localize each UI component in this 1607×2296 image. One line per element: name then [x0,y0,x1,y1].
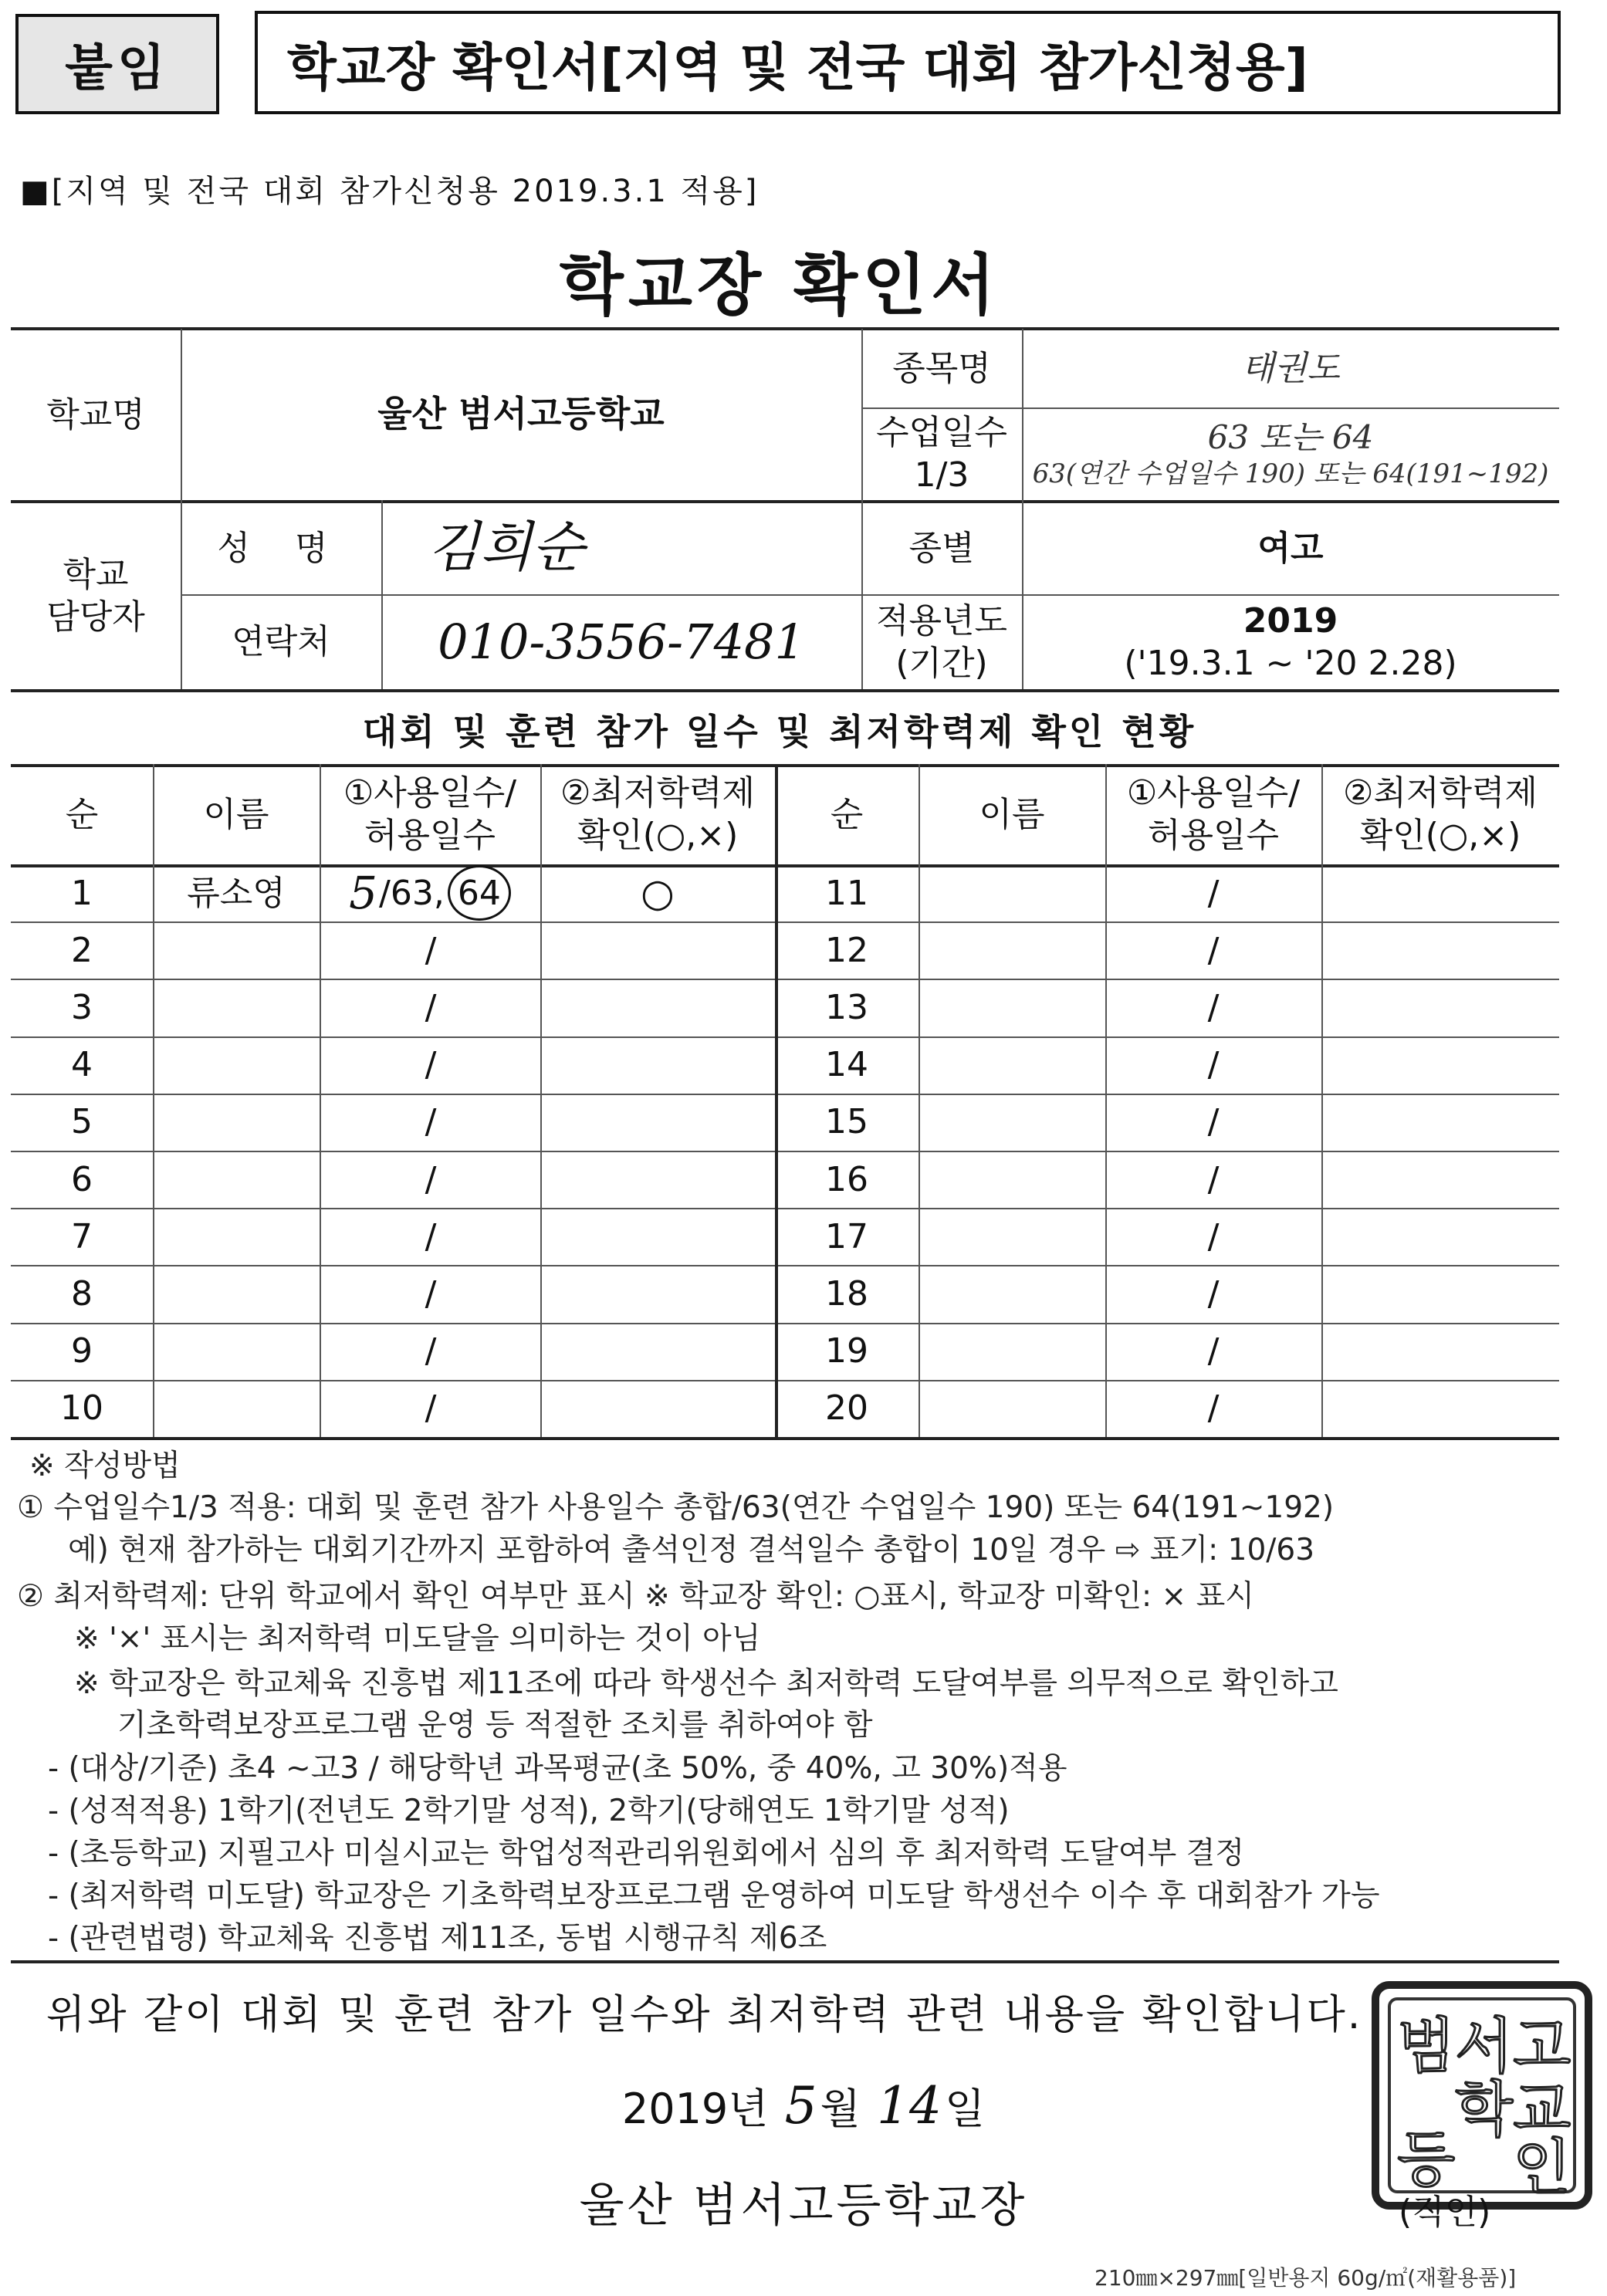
row-number: 15 [825,1102,868,1142]
row-number: 8 [71,1273,93,1314]
row-days: / [1207,1388,1220,1429]
table-row-border [11,979,1559,980]
allowed-days: / [425,987,437,1027]
row-check [1321,979,1559,1036]
header-min-right [1321,764,1559,864]
table-header-border [11,864,1559,867]
attachment-tag [15,14,219,114]
header-days-line1: ①사용일수/ [1126,773,1301,813]
table-row-border [11,1036,1559,1038]
manager-label-line2: 담당자 [46,597,145,637]
year-label-line1: 적용년도 [875,600,1007,641]
row-number: 13 [825,987,868,1027]
footer-paper-spec: 210㎜×297㎜[일반용지 60g/㎡(재활용품)] [1094,2265,1517,2291]
row-number: 17 [825,1216,868,1256]
row-days [320,1323,540,1380]
svg-text:범: 범 [1397,2012,1456,2081]
table-column-border [320,764,321,1437]
row-name [919,921,1105,979]
note-line: 기초학력보장프로그램 운영 등 적절한 조치를 취하여야 함 [117,1708,873,1743]
row-number: 2 [71,930,93,970]
row-number: 11 [825,873,868,913]
sport-value: 태권도 [1241,348,1340,388]
row-check [1321,1323,1559,1380]
svg-text:고: 고 [1513,2012,1571,2081]
row-name [919,1208,1105,1265]
row-name [153,1094,320,1151]
header-name-left: 이름 [203,794,269,834]
row-check [540,1094,775,1151]
row-check [1321,1265,1559,1322]
row-check [1321,1380,1559,1437]
note-line: - (최저학력 미도달) 학교장은 기초학력보장프로그램 운영하여 미도달 학생선수 이수 후 대회참가 가능 [48,1878,1380,1913]
row-check [540,1323,775,1380]
header-min-left [540,764,775,864]
manager-label [11,502,181,689]
row-days [320,1208,540,1265]
header-title-box [255,11,1561,114]
header-days-left [320,764,540,864]
name-label: 성 명 [217,528,345,568]
row-days [320,1094,540,1151]
class-days-label [861,407,1022,500]
row-days [320,921,540,979]
type-label: 종별 [908,528,975,568]
row-name [919,1094,1105,1151]
date-day: 14 [876,2076,942,2135]
allowed-days: / [425,930,437,970]
row-number: 20 [825,1388,868,1429]
svg-text:등: 등 [1397,2125,1456,2195]
header-days-right [1105,764,1321,864]
seal-graphic [1366,1976,1598,2215]
date-month: 5 [784,2076,817,2135]
row-name [919,1036,1105,1094]
year-value [1022,594,1559,689]
row-check [540,1208,775,1265]
table-row-border [11,1265,1559,1266]
row-number: 1 [71,873,93,913]
type-value: 여고 [1257,528,1324,568]
date-month-unit: 월 [820,2085,861,2133]
row-name [919,1265,1105,1322]
svg-text:교: 교 [1513,2075,1571,2145]
row-number: 10 [60,1388,103,1429]
row-check [540,979,775,1036]
attachment-tag-label: 붙임 [65,40,170,97]
row-check [540,1036,775,1094]
year-label-line2: (기간) [895,643,988,683]
sport-label: 종목명 [892,348,991,388]
table-row-border [11,921,1559,923]
header-title: 학교장 확인서[지역 및 전국 대회 참가신청용] [287,37,1308,97]
table-column-border [775,764,778,1437]
row-name [919,864,1105,921]
row-name [153,1380,320,1437]
row-check [1321,1151,1559,1208]
row-check [1321,1094,1559,1151]
date-year: 2019년 [621,2085,769,2133]
row-number: 9 [71,1331,93,1371]
note-line: ② 최저학력제: 단위 학교에서 확인 여부만 표시 ※ 학교장 확인: ○표시, 학교장 미확인: × 표시 [17,1579,1254,1614]
row-number: 19 [825,1331,868,1371]
allowed-days: / [425,1045,437,1085]
school-label: 학교명 [46,394,145,435]
row-check [1321,1036,1559,1094]
allowed-days: / [425,1388,437,1429]
class-days-value-main: 63 또는 64 [1207,418,1374,456]
note-line: ① 수업일수1/3 적용: 대회 및 훈련 참가 사용일수 총합/63(연간 수업일수 190) 또는 64(191~192) [17,1490,1335,1525]
row-days: / [1207,1216,1220,1256]
school-name: 울산 범서고등학교 [377,393,665,435]
school-seal [1366,1976,1598,2215]
header-no-left: 순 [65,794,99,834]
header-min-line1: ②최저학력제 [560,773,755,813]
table-column-border [1105,764,1107,1437]
header-no-right: 순 [830,794,864,834]
row-number: 16 [825,1159,868,1199]
table-row-border [11,1380,1559,1381]
row-days [320,1036,540,1094]
seal-label: (직인) [1399,2193,1491,2232]
row-name [919,1380,1105,1437]
row-name [153,1036,320,1094]
year-label [861,594,1022,689]
allowed-days: / [425,1216,437,1256]
row-days [320,1380,540,1437]
row-name [153,1208,320,1265]
info-bottom-border [11,689,1559,692]
row-days: / [1207,987,1220,1027]
row-number: 4 [71,1045,93,1085]
note-line: ※ '×' 표시는 최저학력 미도달을 의미하는 것이 아님 [74,1621,761,1656]
table-row-border [11,1208,1559,1209]
row-number: 14 [825,1045,868,1085]
svg-text:학: 학 [1455,2075,1514,2145]
note-line: - (성적적용) 1학기(전년도 2학기말 성적), 2학기(당해연도 1학기말 성적) [48,1794,1010,1828]
allowed-days: / [425,1159,437,1199]
row-name [153,1151,320,1208]
allowed-days: / [425,1102,437,1142]
header-min-line2: 확인(○,×) [577,816,739,855]
form-note: ■[지역 및 전국 대회 참가신청용 2019.3.1 적용] [20,174,760,209]
row-check [1321,921,1559,979]
class-days-value [1022,407,1559,500]
row-number: 18 [825,1273,868,1314]
document-title: 학교장 확인서 [559,247,1000,324]
row-check [540,921,775,979]
row-days: / [1207,1159,1220,1199]
table-row-border [11,1151,1559,1152]
table-column-border [153,764,154,1437]
note-line: 예) 현재 참가하는 대회기간까지 포함하여 출석인정 결석일수 총합이 10일 경우 ⇨ 표기: 10/63 [68,1533,1315,1567]
notes-heading: ※ 작성방법 [29,1449,181,1483]
row-days: / [1207,930,1220,970]
row-check [1321,864,1559,921]
row-name [153,979,320,1036]
table-column-border [1321,764,1323,1437]
svg-text:서: 서 [1455,2012,1514,2081]
row-days [320,1151,540,1208]
note-line: - (대상/기준) 초4 ~고3 / 해당학년 과목평균(초 50%, 중 40%, 고 30%)적용 [48,1751,1067,1786]
header-name-right: 이름 [979,794,1045,834]
row-name [919,1323,1105,1380]
row-check [540,1380,775,1437]
row-days: / [1207,873,1220,913]
row-number: 7 [71,1216,93,1256]
signer-name: 울산 범서고등학교장 [579,2179,1028,2233]
row-check [540,1265,775,1322]
row-name [153,921,320,979]
svg-text:인: 인 [1513,2133,1571,2203]
contact-value: 010-3556-7481 [438,613,805,670]
row-number: 6 [71,1159,93,1199]
note-line: - (초등학교) 지필고사 미실시교는 학업성적관리위원회에서 심의 후 최저학력 도달여부 결정 [48,1836,1245,1871]
row-days: / [1207,1045,1220,1085]
section-title: 대회 및 훈련 참가 일수 및 최저학력제 확인 현황 [362,711,1197,752]
row-days: / [1207,1331,1220,1371]
allowed-days: /63, [379,873,445,913]
row-name [919,979,1105,1036]
table-top-border [11,764,1559,767]
year-value-line1: 2019 [1243,600,1338,641]
row-check [1321,1208,1559,1265]
year-value-line2: ('19.3.1 ~ '20 2.28) [1124,643,1457,683]
row-days: / [1207,1273,1220,1314]
row-number: 3 [71,987,93,1027]
row-days [320,864,540,921]
table-column-border [919,764,920,1437]
row-name [919,1151,1105,1208]
allowed-days: / [425,1331,437,1371]
contact-label: 연락처 [232,622,330,661]
table-row-border [11,1437,1559,1440]
row-check [540,1151,775,1208]
table-row-border [11,1094,1559,1095]
row-name [153,1323,320,1380]
row-days [320,979,540,1036]
note-line: ※ 학교장은 학교체육 진흥법 제11조에 따라 학생선수 최저학력 도달여부를 의무적으로 확인하고 [74,1666,1338,1701]
used-days: 5 [349,866,378,919]
row-number: 12 [825,930,868,970]
class-days-label-line1: 수업일수 [875,413,1007,452]
class-days-label-line2: 1/3 [914,455,969,495]
header-min-line1: ②최저학력제 [1343,773,1538,813]
notes-bottom-border [11,1960,1559,1963]
header-min-line2: 확인(○,×) [1359,816,1521,855]
name-value: 김희순 [428,516,584,580]
manager-label-line1: 학교 [63,554,129,594]
date-day-unit: 일 [944,2085,986,2133]
class-days-value-detail: 63(연간 수업일수 190) 또는 64(191~192) [1032,458,1549,489]
allowed-days-circled: 64 [448,865,511,921]
header-days-line1: ①사용일수/ [343,773,517,813]
row-check: ○ [641,870,675,915]
row-name [153,1265,320,1322]
confirmation-text: 위와 같이 대회 및 훈련 참가 일수와 최저학력 관련 내용을 확인합니다. [46,1992,1363,2038]
allowed-days: / [425,1273,437,1314]
note-line: - (관련법령) 학교체육 진흥법 제11조, 동법 시행규칙 제6조 [48,1921,827,1956]
row-name: 류소영 [187,873,286,913]
row-days: / [1207,1102,1220,1142]
table-row-border [11,1323,1559,1324]
header-days-line2: 허용일수 [1147,816,1279,855]
row-days [320,1265,540,1322]
row-number: 5 [71,1102,93,1142]
header-days-line2: 허용일수 [364,816,496,855]
table-column-border [540,764,542,1437]
